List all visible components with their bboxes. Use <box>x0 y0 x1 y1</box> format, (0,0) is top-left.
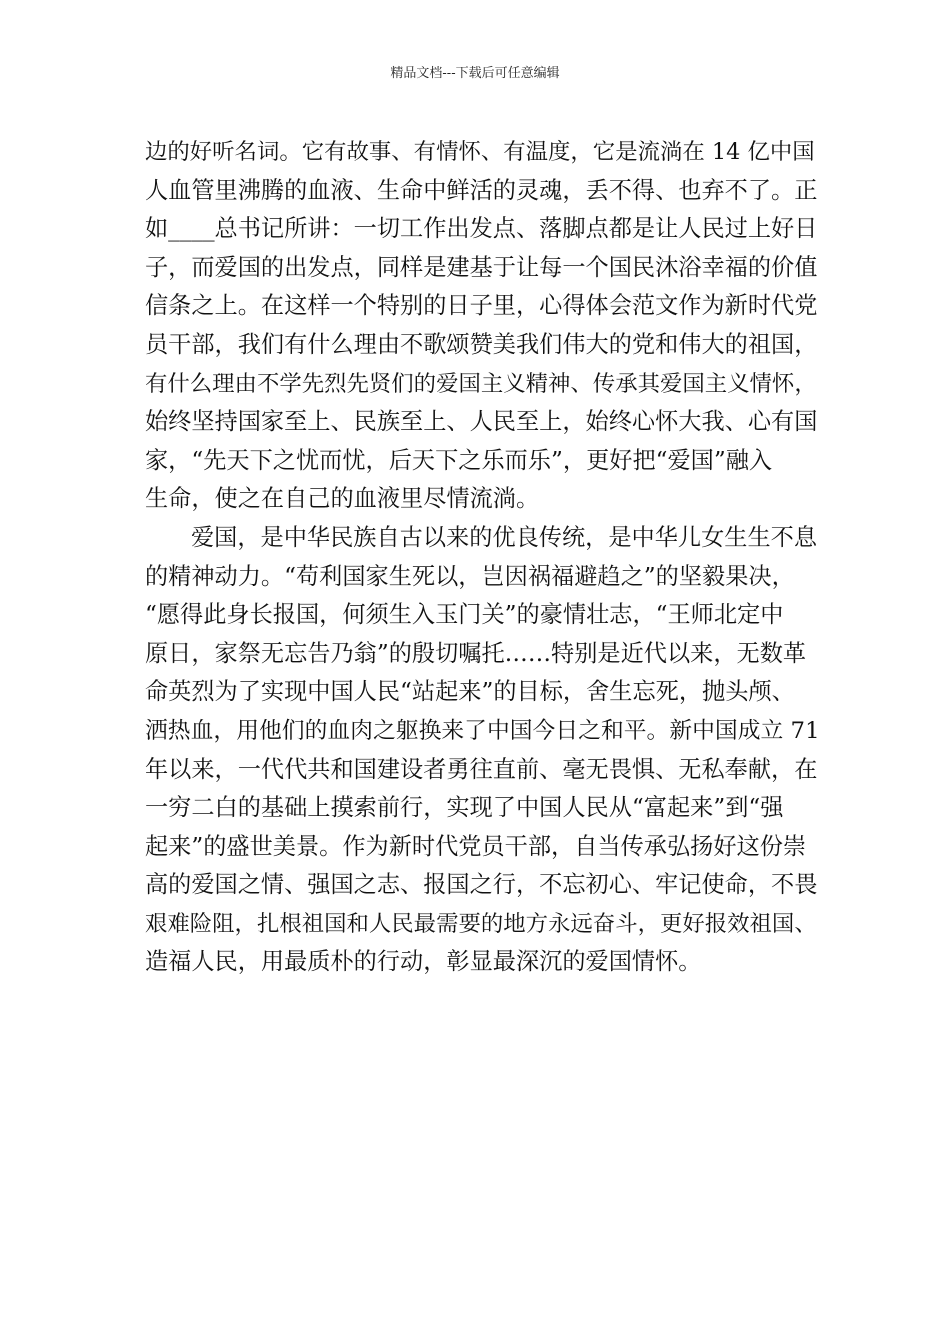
text-line: 造福人民，用最质朴的行动，彰显最深沉的爱国情怀。 <box>145 948 702 976</box>
page-header: 精品文档---下载后可任意编辑 <box>390 66 560 81</box>
paragraph-1 <box>145 133 825 519</box>
text-line: 家，“先天下之忧而忧，后天下之乐而乐”，更好把“爱国”融入 <box>145 446 773 474</box>
text-line: 信条之上。在这样一个特别的日子里，心得体会范文作为新时代党 <box>145 292 818 320</box>
text-line: 原日，家祭无忘告乃翁”的殷切嘱托……特别是近代以来，无数革 <box>145 639 807 667</box>
text-line: 高的爱国之情、强国之志、报国之行，不忘初心、牢记使命，不畏 <box>145 871 818 899</box>
text-line: 人血管里沸腾的血液、生命中鲜活的灵魂，丢不得、也弃不了。正 <box>145 176 818 204</box>
text-line: 年以来，一代代共和国建设者勇往直前、毫无畏惧、无私奉献，在 <box>145 755 818 783</box>
text-line: 艰难险阻，扎根祖国和人民最需要的地方永远奋斗，更好报效祖国、 <box>145 910 817 937</box>
text-line: 命英烈为了实现中国人民“站起来”的目标，舍生忘死，抛头颅、 <box>145 678 795 706</box>
text-line: 始终坚持国家至上、民族至上、人民至上，始终心怀大我、心有国 <box>145 408 818 436</box>
text-line: 子，而爱国的出发点，同样是建基于让每一个国民沐浴幸福的价值 <box>145 253 818 281</box>
text-line: 有什么理由不学先烈先贤们的爱国主义精神、传承其爱国主义情怀， <box>145 370 817 397</box>
text-line: 爱国，是中华民族自古以来的优良传统，是中华儿女生生不息 <box>191 523 818 551</box>
document-body <box>145 133 825 982</box>
text-line: 员干部，我们有什么理由不歌颂赞美我们伟大的党和伟大的祖国， <box>145 330 818 358</box>
paragraph-2 <box>145 519 825 982</box>
text-line: 的精神动力。“苟利国家生死以，岂因祸福避趋之”的坚毅果决， <box>145 562 795 590</box>
text-line: 一穷二白的基础上摸索前行，实现了中国人民从“富起来”到“强 <box>145 794 784 822</box>
text-line: 边的好听名词。它有故事、有情怀、有温度，它是流淌在 14 亿中国 <box>145 139 815 165</box>
text-line: 洒热血，用他们的血肉之躯换来了中国今日之和平。新中国成立 71 <box>145 717 820 744</box>
text-line: 如____总书记所讲：一切工作出发点、落脚点都是让人民过上好日 <box>145 215 818 243</box>
text-line: “愿得此身长报国，何须生入玉门关”的豪情壮志，“王师北定中 <box>145 601 784 629</box>
text-line: 生命，使之在自己的血液里尽情流淌。 <box>145 485 540 513</box>
text-line: 起来”的盛世美景。作为新时代党员干部，自当传承弘扬好这份崇 <box>145 832 807 860</box>
